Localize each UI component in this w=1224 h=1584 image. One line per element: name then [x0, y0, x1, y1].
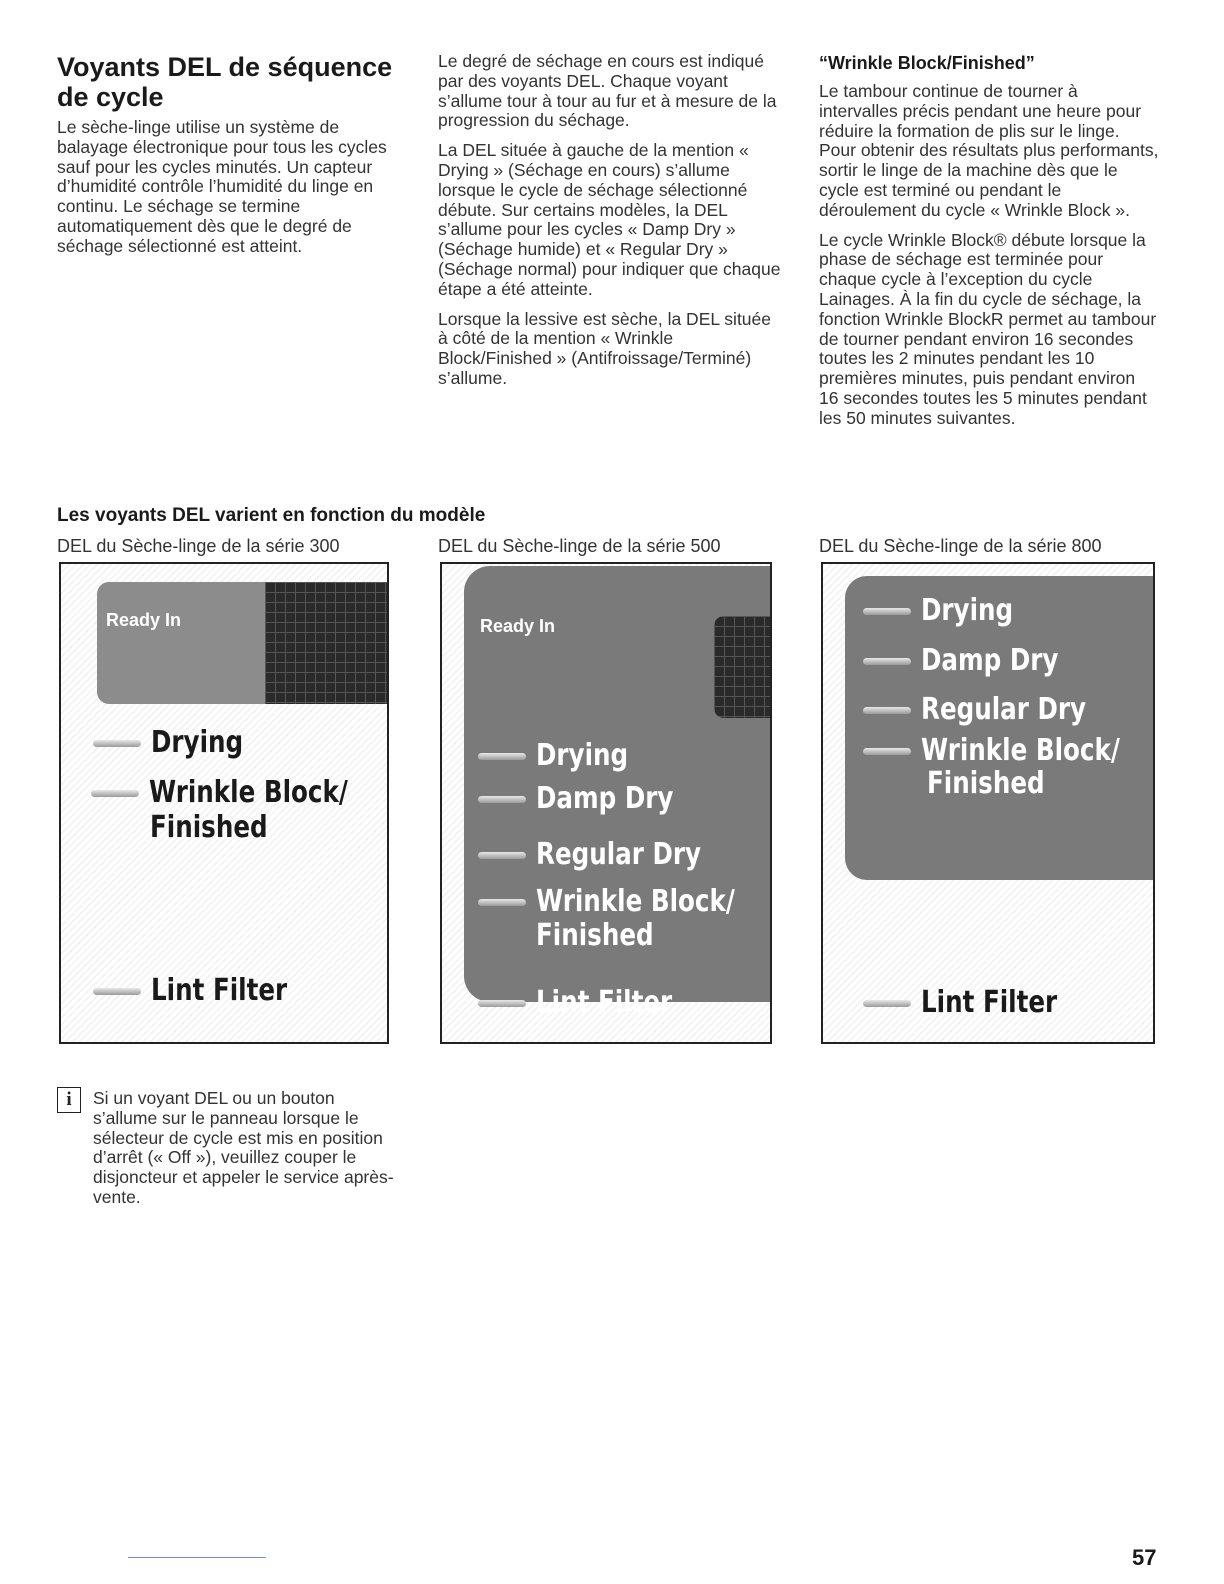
- led-indicator-icon: [863, 608, 911, 615]
- paragraph-led-progress: Le degré de séchage en cours est indiqué par des voyants DEL. Chaque voyant s’allume tour à tour au fur et à mesure de la progression du séchage.: [438, 51, 777, 131]
- finished-label: Finished: [536, 918, 654, 953]
- digit-display: [265, 582, 389, 704]
- led-lint-filter: Lint Filter: [863, 986, 1087, 1020]
- led-wrinkle-block: Wrinkle Block/: [478, 885, 772, 919]
- page-number: 57: [1132, 1545, 1157, 1570]
- intro-paragraph: Le sèche-linge utilise un système de balayage électronique pour tous les cycles sauf pour les cycles minutés. Un capteur d’humidité contrôle l’humidité du linge en continu. Le séchage se termine automatiquement dès que le degré de séchage sélectionné est atteint.: [57, 117, 387, 256]
- info-note-text: Si un voyant DEL ou un bouton s’allume sur le panneau lorsque le sélecteur de cycle est mis en position d’arrêt (« Off »), veuillez couper le disjoncteur et appeler le service après-vente.: [93, 1088, 394, 1207]
- ready-in-label: Ready In: [480, 616, 556, 636]
- led-lint-filter: Lint Filter: [93, 974, 317, 1008]
- led-indicator-icon: [863, 658, 911, 665]
- led-damp-dry: Damp Dry: [478, 782, 704, 816]
- led-indicator-icon: [863, 1000, 911, 1007]
- led-regular-dry: Regular Dry: [478, 838, 737, 872]
- led-damp-dry: Damp Dry: [863, 644, 1089, 678]
- led-indicator-icon: [863, 707, 911, 714]
- led-indicator-icon: [91, 790, 139, 797]
- led-drying: Drying: [478, 739, 648, 773]
- footer-divider: [128, 1557, 266, 1558]
- paragraph-wrinkle-block-1: Le tambour continue de tourner à intervalles précis pendant une heure pour réduire la formation de plis sur le linge. Pour obtenir des résultats plus performants, sortir le linge de la machine dès que le cycle est terminé ou pendant le déroulement du cycle « Wrinkle Block ».: [819, 81, 1159, 220]
- led-indicator-icon: [478, 796, 526, 803]
- led-regular-dry: Regular Dry: [863, 693, 1122, 727]
- caption-series-500: DEL du Sèche-linge de la série 500: [438, 536, 721, 556]
- led-indicator-icon: [863, 748, 911, 755]
- led-panel-series-800: [821, 562, 1155, 1044]
- led-indicator-icon: [478, 899, 526, 906]
- caption-series-300: DEL du Sèche-linge de la série 300: [57, 536, 340, 556]
- paragraph-finished-led: Lorsque la lessive est sèche, la DEL située à côté de la mention « Wrinkle Block/Finished » (Antifroissage/Terminé) s’allume.: [438, 308, 772, 388]
- led-drying: Drying: [93, 726, 263, 760]
- led-wrinkle-block: Wrinkle Block/: [863, 734, 1155, 768]
- section-title: Voyants DEL de séquence de cycle: [57, 52, 393, 112]
- ready-in-label: Ready In: [106, 610, 182, 630]
- led-indicator-icon: [478, 753, 526, 760]
- column-2: [438, 52, 783, 399]
- info-icon: i: [57, 1087, 81, 1113]
- column-1: [57, 52, 402, 267]
- models-heading: Les voyants DEL varient en fonction du modèle: [57, 505, 486, 526]
- led-indicator-icon: [93, 740, 141, 747]
- led-lint-filter: Lint Filter: [478, 986, 702, 1020]
- wrinkle-block-title: “Wrinkle Block/Finished”: [819, 53, 1035, 73]
- column-3: [819, 52, 1159, 439]
- paragraph-wrinkle-block-2: Le cycle Wrinkle Block® débute lorsque la phase de séchage est terminée pour chaque cycle à l’exception du cycle Lainages. À la fin du cycle de séchage, la fonction Wrinkle BlockR permet au tambour de tourner pendant environ 16 secondes toutes les 2 minutes pendant les 10 premières minutes, puis pendant environ 16 secondes toutes les 5 minutes pendant les 50 minutes suivantes.: [819, 229, 1157, 428]
- digit-display: [714, 616, 772, 718]
- led-drying: Drying: [863, 594, 1033, 628]
- led-wrinkle-block: Wrinkle Block/: [91, 776, 389, 810]
- led-indicator-icon: [93, 988, 141, 995]
- finished-label: Finished: [150, 810, 268, 845]
- led-indicator-icon: [478, 852, 526, 859]
- led-panel-series-300: [59, 562, 389, 1044]
- finished-label: Finished: [927, 766, 1045, 801]
- led-indicator-icon: [478, 1000, 526, 1007]
- paragraph-drying-led: La DEL située à gauche de la mention « Drying » (Séchage en cours) s’allume lorsque le cycle de séchage sélectionné débute. Sur certains modèles, la DEL s’allume pour les cycles « Damp Dry » (Séchage humide) et « Regular Dry » (Séchage normal) pour indiquer que chaque étape a été atteinte.: [438, 140, 781, 299]
- caption-series-800: DEL du Sèche-linge de la série 800: [819, 536, 1102, 556]
- led-panel-series-500: [440, 562, 772, 1044]
